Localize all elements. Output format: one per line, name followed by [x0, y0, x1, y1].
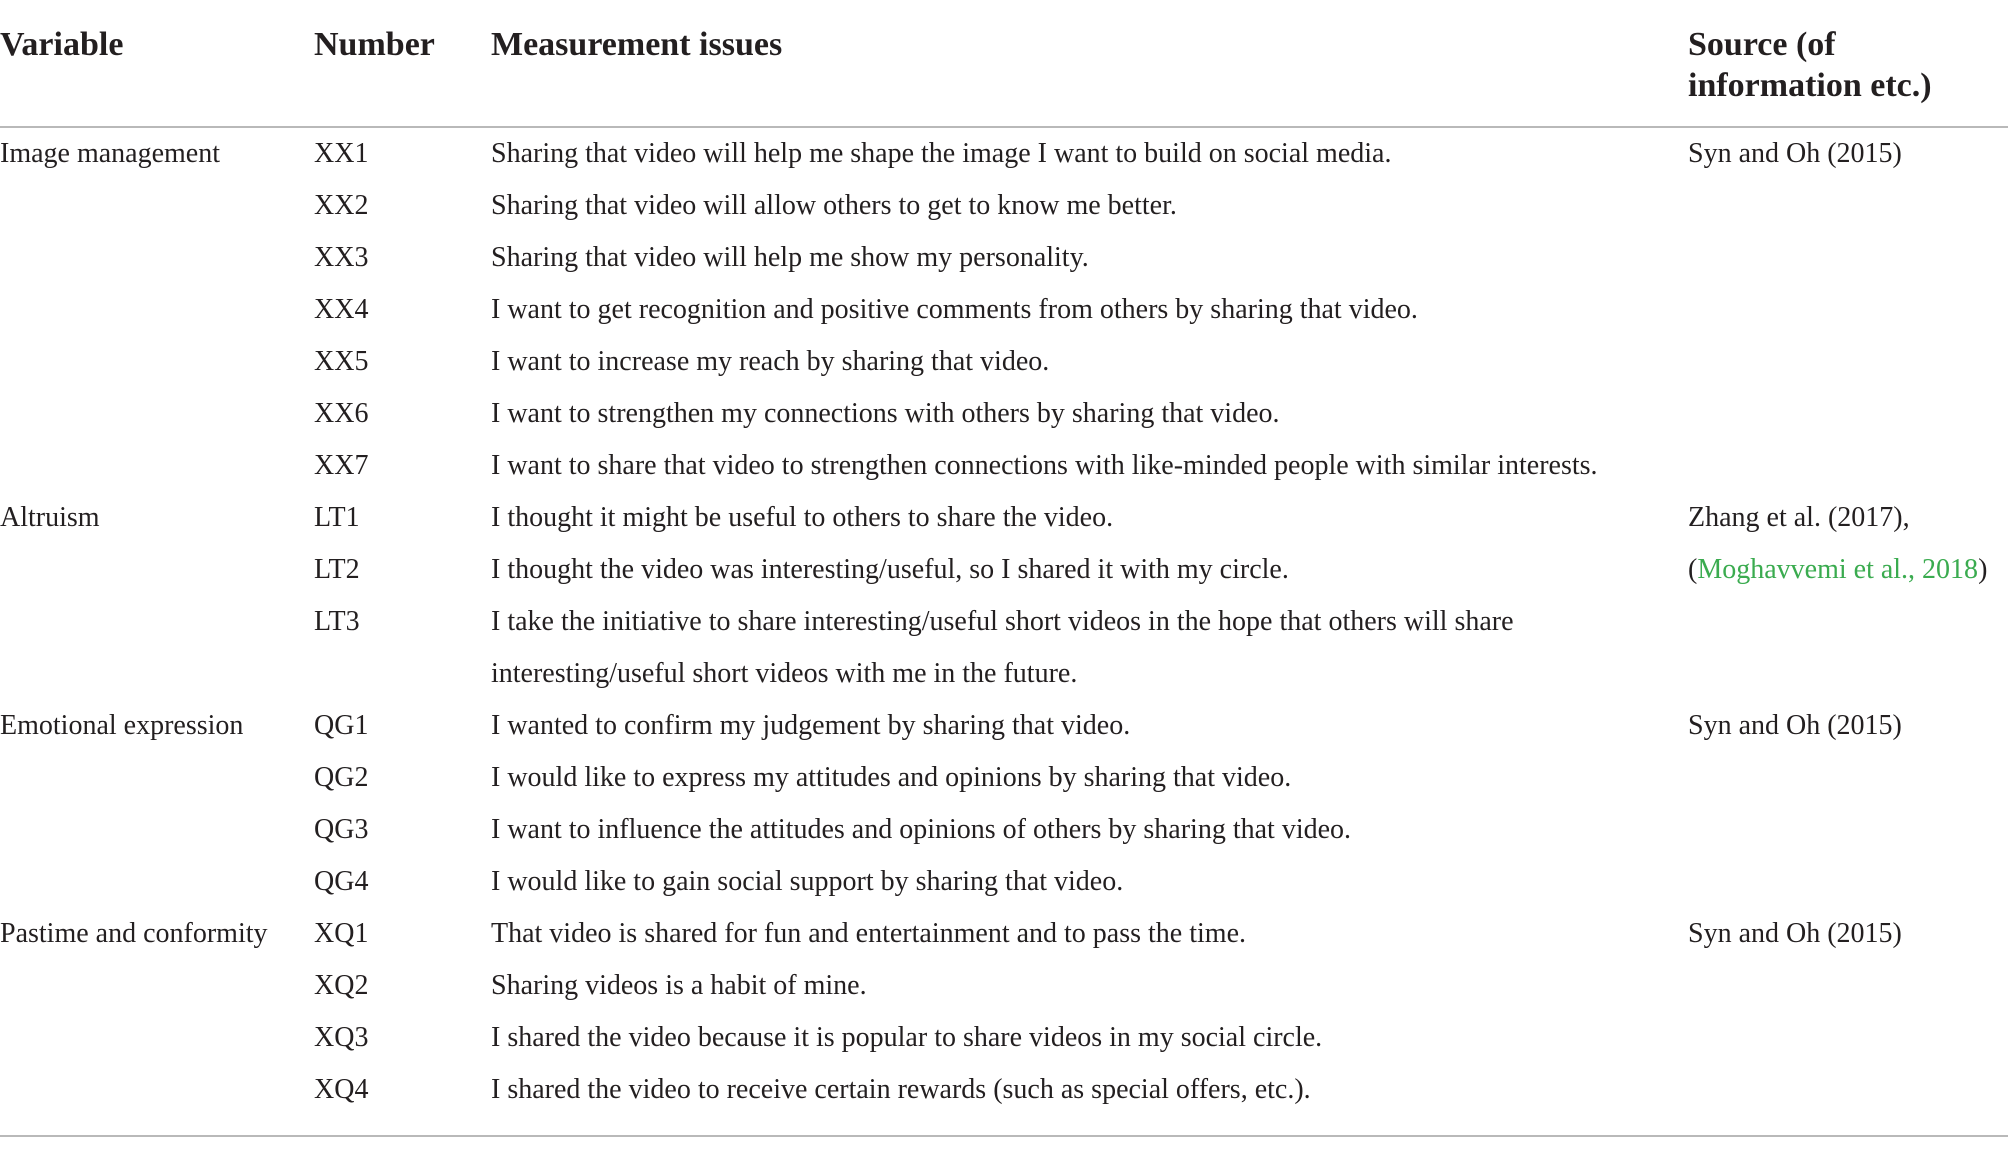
source-open-paren: ( — [1688, 554, 1698, 585]
table-row — [0, 804, 2008, 856]
issue-cell: I would like to gain social support by sharing that video. — [491, 866, 1124, 897]
number-cell: XQ3 — [314, 1022, 369, 1053]
header-variable: Variable — [0, 26, 124, 63]
source-cell — [1688, 544, 1987, 596]
source-close-paren: ) — [1978, 554, 1988, 585]
source-link[interactable]: Syn and Oh (2015) — [1688, 918, 1902, 949]
number-cell: QG1 — [314, 710, 369, 741]
source-link[interactable]: Zhang et al. (2017), — [1688, 502, 1910, 533]
variable-cell: Image management — [0, 138, 221, 169]
number-cell: LT2 — [314, 554, 360, 585]
source-link[interactable]: Syn and Oh (2015) — [1688, 710, 1902, 741]
issue-cell-continuation: interesting/useful short videos with me in the future. — [491, 658, 1078, 689]
issue-cell: Sharing videos is a habit of mine. — [491, 970, 867, 1001]
source-link[interactable]: Moghavvemi et al., 2018 — [1697, 554, 1979, 585]
table-row — [0, 752, 2008, 804]
table-row — [0, 128, 2008, 180]
header-number: Number — [314, 26, 435, 63]
variable-cell: Emotional expression — [0, 710, 244, 741]
issue-cell: I want to get recognition and positive comments from others by sharing that video. — [491, 294, 1418, 325]
issue-cell: That video is shared for fun and entertainment and to pass the time. — [491, 918, 1247, 949]
variable-cell: Altruism — [0, 502, 100, 533]
number-cell: XQ2 — [314, 970, 369, 1001]
table-row — [0, 440, 2008, 492]
number-cell: XX1 — [314, 138, 369, 169]
table-header — [0, 0, 2008, 128]
table-row — [0, 648, 2008, 700]
table-row — [0, 180, 2008, 232]
number-cell: XX4 — [314, 294, 369, 325]
number-cell: QG3 — [314, 814, 369, 845]
header-source — [1688, 24, 1998, 106]
issue-cell: I shared the video because it is popular to share videos in my social circle. — [491, 1022, 1323, 1053]
table-row — [0, 492, 2008, 544]
number-cell: XX3 — [314, 242, 369, 273]
table-row — [0, 232, 2008, 284]
issue-cell: I take the initiative to share interesting/useful short videos in the hope that others will share — [491, 606, 1514, 637]
table-row — [0, 336, 2008, 388]
number-cell: XX5 — [314, 346, 369, 377]
issue-cell: I thought it might be useful to others to share the video. — [491, 502, 1114, 533]
number-cell: XX6 — [314, 398, 369, 429]
issue-cell: Sharing that video will allow others to get to know me better. — [491, 190, 1177, 221]
number-cell: XQ4 — [314, 1074, 369, 1105]
number-cell: LT3 — [314, 606, 360, 637]
number-cell: LT1 — [314, 502, 360, 533]
header-source-line2: information etc.) — [1688, 67, 1932, 104]
table-row — [0, 908, 2008, 960]
header-source-line1: Source (of — [1688, 26, 1836, 63]
issue-cell: I thought the video was interesting/useful, so I shared it with my circle. — [491, 554, 1289, 585]
issue-cell: I would like to express my attitudes and opinions by sharing that video. — [491, 762, 1292, 793]
header-measurement-issues: Measurement issues — [491, 26, 783, 63]
number-cell: XX2 — [314, 190, 369, 221]
issue-cell: I want to strengthen my connections with others by sharing that video. — [491, 398, 1280, 429]
number-cell: XQ1 — [314, 918, 369, 949]
issue-cell: I want to share that video to strengthen connections with like-minded people with similar interests. — [491, 450, 1598, 481]
table-row — [0, 960, 2008, 1012]
table-row — [0, 388, 2008, 440]
issue-cell: I want to influence the attitudes and opinions of others by sharing that video. — [491, 814, 1352, 845]
table-row — [0, 700, 2008, 752]
table-body — [0, 128, 2008, 1137]
table-row — [0, 596, 2008, 648]
table-row — [0, 1012, 2008, 1064]
variable-cell: Pastime and conformity — [0, 918, 268, 949]
table-row — [0, 1064, 2008, 1116]
issue-cell: Sharing that video will help me show my personality. — [491, 242, 1089, 273]
table-row — [0, 284, 2008, 336]
table-row — [0, 544, 2008, 596]
number-cell: XX7 — [314, 450, 369, 481]
issue-cell: I want to increase my reach by sharing that video. — [491, 346, 1050, 377]
table-row — [0, 856, 2008, 908]
source-link[interactable]: Syn and Oh (2015) — [1688, 138, 1902, 169]
issue-cell: Sharing that video will help me shape the image I want to build on social media. — [491, 138, 1392, 169]
issue-cell: I wanted to confirm my judgement by sharing that video. — [491, 710, 1131, 741]
number-cell: QG2 — [314, 762, 369, 793]
number-cell: QG4 — [314, 866, 369, 897]
issue-cell: I shared the video to receive certain rewards (such as special offers, etc.). — [491, 1074, 1311, 1105]
